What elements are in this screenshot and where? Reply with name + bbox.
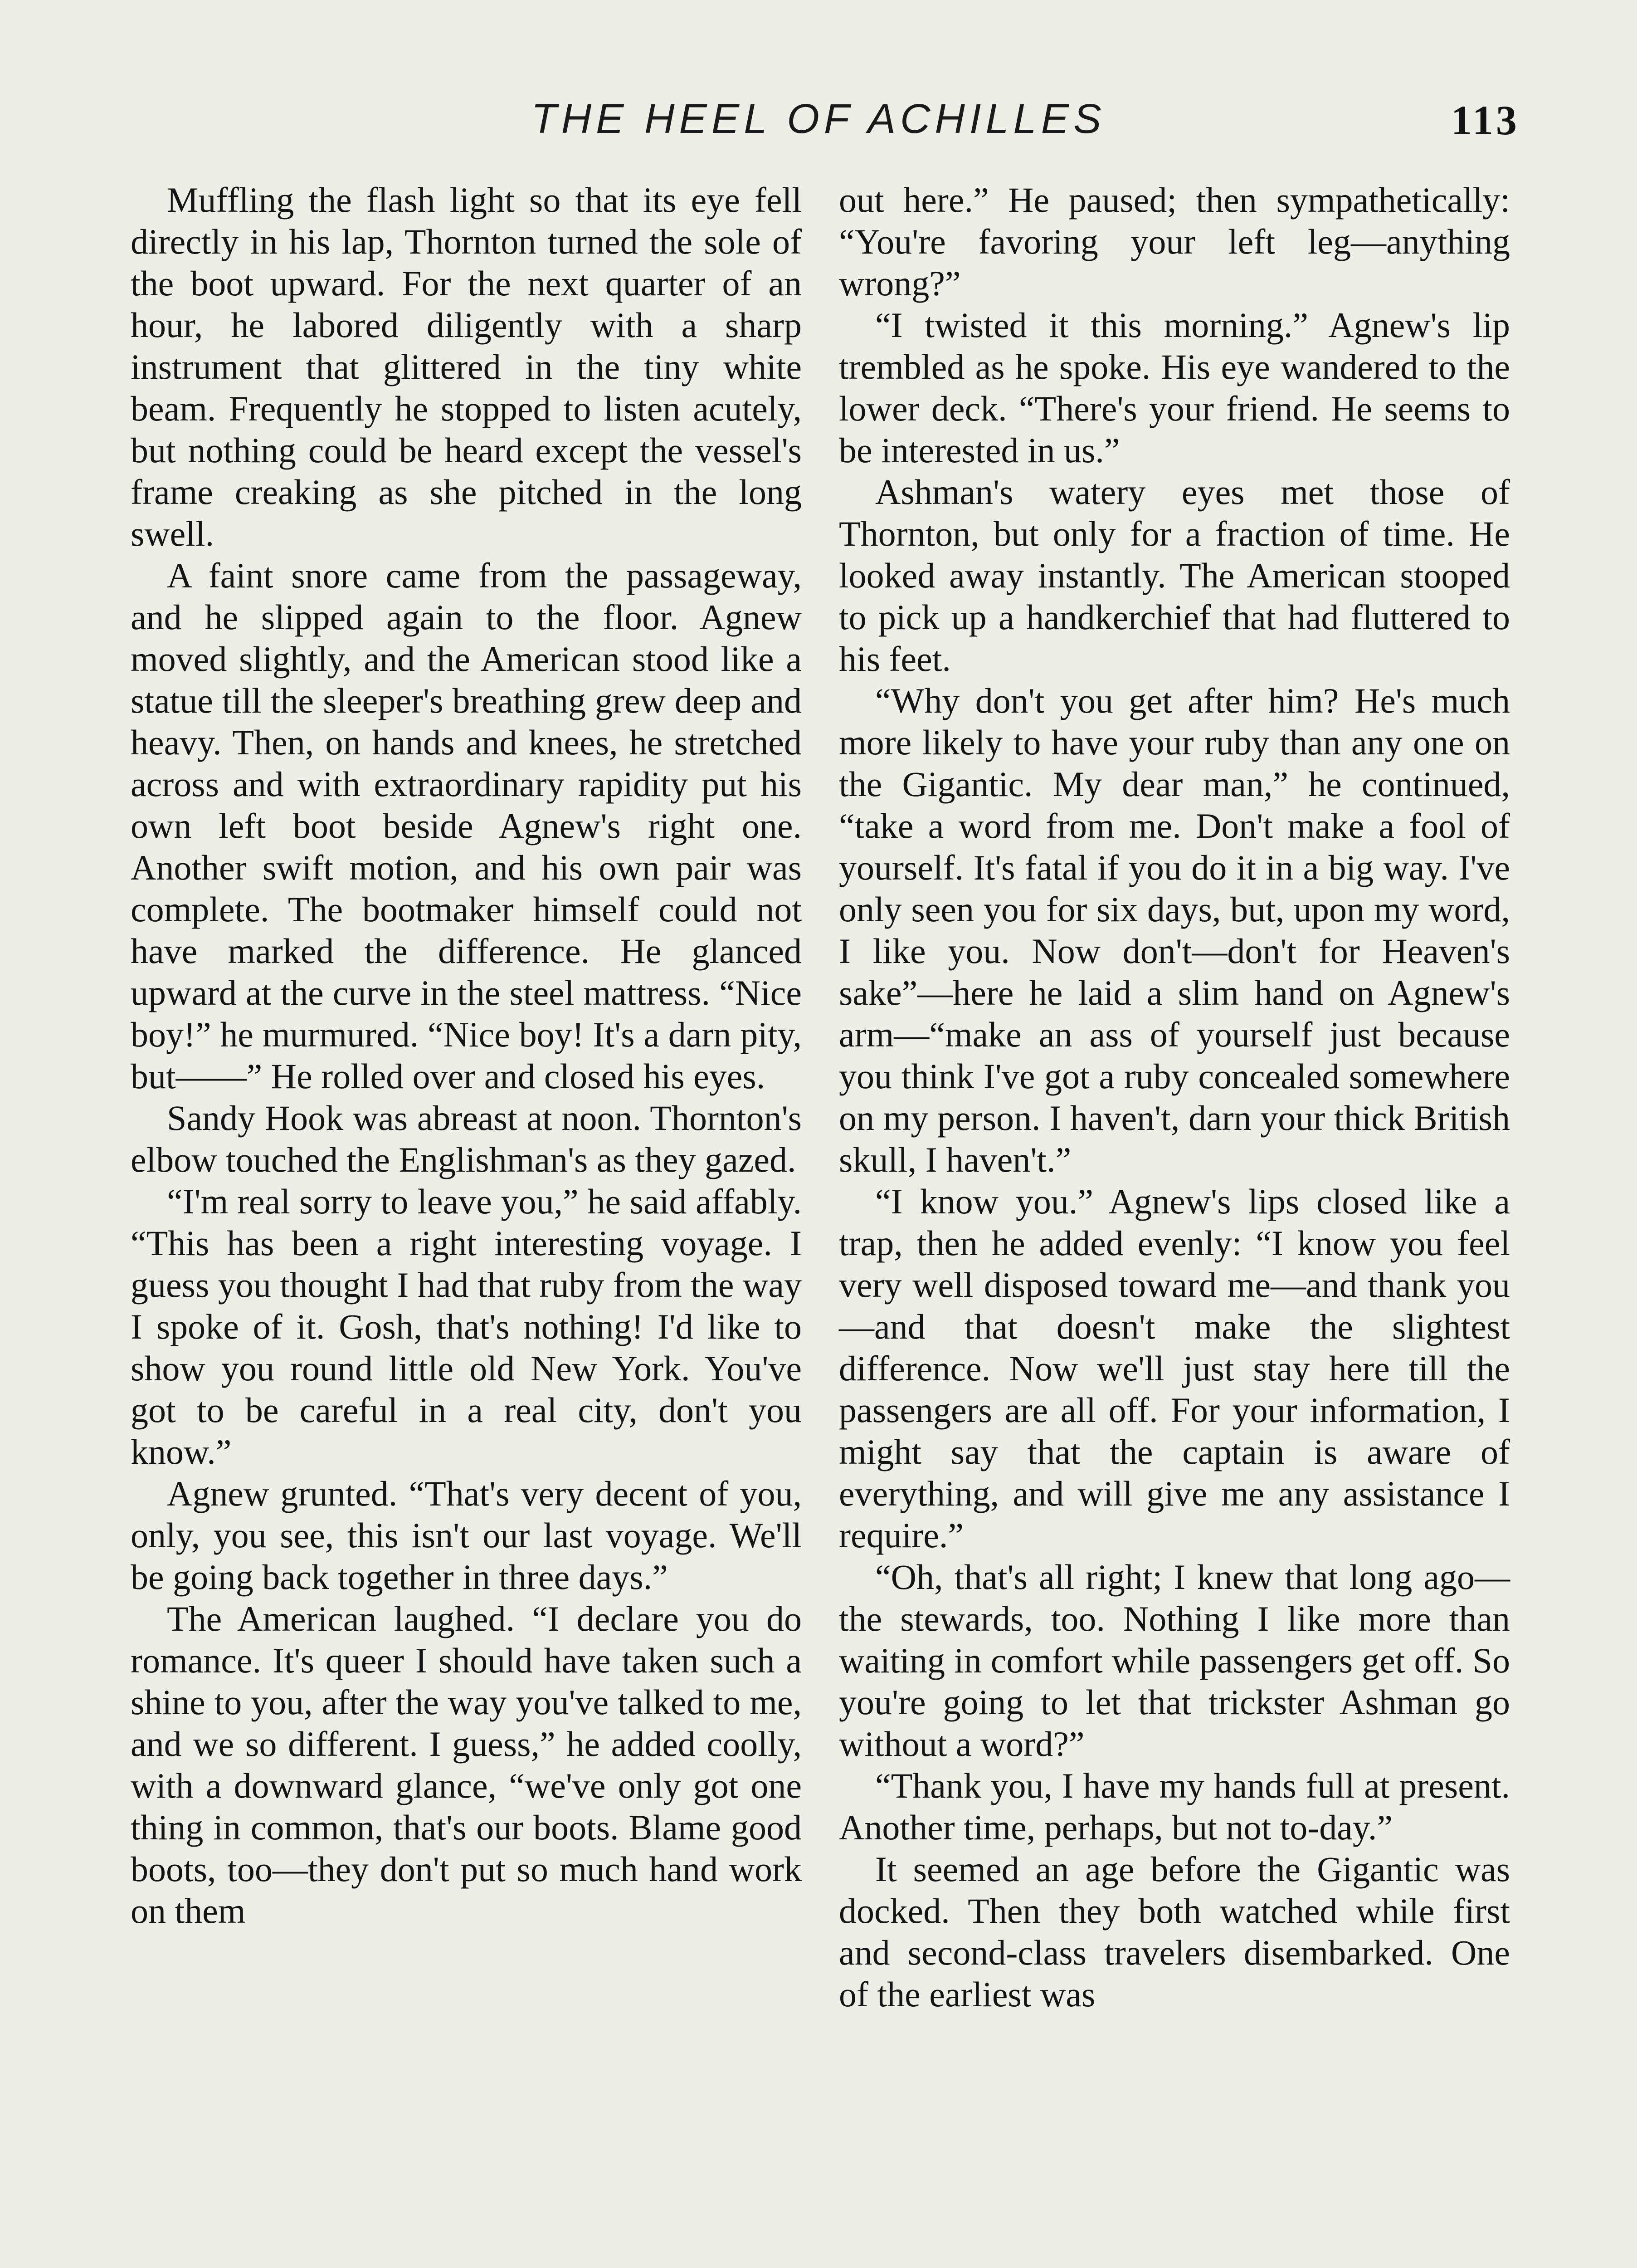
paragraph: “I twisted it this morning.” Agnew's lip trembled as he spoke. His eye wandered to the lower deck. “There's your friend. He seems to be interested in us.” bbox=[839, 305, 1510, 470]
paragraph: “Oh, that's all right; I knew that long ago—the stewards, too. Nothing I like more than waiting in comfort while passengers get off. So you're going to let that trickster Ashman go without a word?” bbox=[839, 1557, 1510, 1764]
paragraph: A faint snore came from the passageway, and he slipped again to the floor. Agnew moved slightly, and the American stood like a statue till the sleeper's breathing grew deep and heavy. Then, on hands and knees, he stretched across and with extraordinary rapidity put his own left boot beside Agnew's right one. Another swift motion, and his own pair was complete. The bootmaker himself could not have marked the difference. He glanced upward at the curve in the steel mattress. “Nice boy!” he murmured. “Nice boy! It's a darn pity, but——” He rolled over and closed his eyes. bbox=[131, 556, 802, 1096]
paragraph: “I'm real sorry to leave you,” he said affably. “This has been a right interesting voyage. I guess you thought I had that ruby from the way I spoke of it. Gosh, that's nothing! I'd like to show you round little old New York. You've got to be careful in a real city, don't you know.” bbox=[131, 1182, 802, 1471]
page-number: 113 bbox=[1451, 97, 1520, 143]
paragraph: The American laughed. “I declare you do romance. It's queer I should have taken such a shine to you, after the way you've talked to me, and we so different. I guess,” he added coolly, with a downward glance, “we've only got one thing in common, that's our boots. Blame good boots, too—they don't put so much hand work on them bbox=[131, 1599, 802, 1931]
paragraph: Agnew grunted. “That's very decent of you, only, you see, this isn't our last voyage. We'll be going back together in three days.” bbox=[131, 1474, 802, 1597]
running-header-title: THE HEEL OF ACHILLES bbox=[531, 96, 1106, 142]
left-text-column bbox=[131, 179, 802, 1932]
paragraph: Ashman's watery eyes met those of Thornton, but only for a fraction of time. He looked away instantly. The American stooped to pick up a handkerchief that had fluttered to his feet. bbox=[839, 472, 1510, 679]
paragraph: Muffling the flash light so that its eye fell directly in his lap, Thornton turned the sole of the boot upward. For the next quarter of an hour, he labored diligently with a sharp instrument that glittered in the tiny white beam. Frequently he stopped to listen acutely, but nothing could be heard except the vessel's frame creaking as she pitched in the long swell. bbox=[131, 180, 802, 553]
paragraph: It seemed an age before the Gigantic was docked. Then they both watched while first and second-class travelers disembarked. One of the earliest was bbox=[839, 1849, 1510, 2014]
paragraph: “Thank you, I have my hands full at present. Another time, perhaps, but not to-day.” bbox=[839, 1766, 1510, 1847]
paragraph: Sandy Hook was abreast at noon. Thornton's elbow touched the Englishman's as they gazed. bbox=[131, 1098, 802, 1179]
paragraph: “I know you.” Agnew's lips closed like a trap, then he added evenly: “I know you feel very well disposed toward me—and thank you—and that doesn't make the slightest difference. Now we'll just stay here till the passengers are all off. For your information, I might say that the captain is aware of everything, and will give me any assistance I require.” bbox=[839, 1182, 1510, 1555]
paragraph-continued: out here.” He paused; then sympathetically: “You're favoring your left leg—anything wrong?” bbox=[839, 180, 1510, 303]
right-text-column bbox=[839, 179, 1510, 2015]
paragraph: “Why don't you get after him? He's much more likely to have your ruby than any one on the Gigantic. My dear man,” he continued, “take a word from me. Don't make a fool of yourself. It's fatal if you do it in a big way. I've only seen you for six days, but, upon my word, I like you. Now don't—don't for Heaven's sake”—here he laid a slim hand on Agnew's arm—“make an ass of yourself just because you think I've got a ruby concealed somewhere on my person. I haven't, darn your thick British skull, I haven't.” bbox=[839, 681, 1510, 1179]
